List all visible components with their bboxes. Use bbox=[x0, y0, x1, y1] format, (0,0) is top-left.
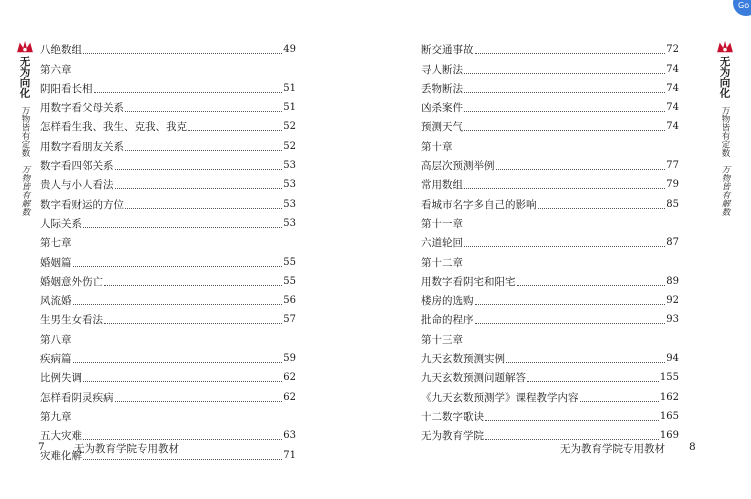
toc-entry[interactable] bbox=[40, 212, 296, 231]
toc-entry-page: 63 bbox=[283, 430, 296, 442]
footer-text: 无为教育学院专用教材 bbox=[74, 443, 179, 455]
toc-entry-page: 49 bbox=[283, 44, 296, 56]
toc-entry[interactable] bbox=[421, 347, 679, 366]
toc-entry-page: 162 bbox=[659, 391, 679, 403]
toc-entry[interactable] bbox=[40, 270, 296, 289]
toc-entry-page: 71 bbox=[283, 449, 296, 461]
brand-name: 无为向化 bbox=[718, 56, 731, 98]
toc-leader-dots bbox=[115, 400, 283, 402]
toc-entry-title: 婚姻意外伤亡 bbox=[40, 275, 103, 288]
toc-leader-dots bbox=[83, 458, 282, 460]
chapter-heading[interactable] bbox=[40, 57, 296, 76]
toc-entry-title: 第十章 bbox=[421, 140, 453, 153]
toc-entry[interactable] bbox=[40, 154, 296, 173]
toc-entry[interactable] bbox=[421, 96, 679, 115]
right-page bbox=[376, 0, 751, 499]
toc-entry-page: 87 bbox=[666, 237, 679, 249]
toc-leader-dots bbox=[464, 187, 665, 189]
toc-entry[interactable] bbox=[40, 366, 296, 385]
side-brand bbox=[714, 40, 736, 216]
toc-leader-dots bbox=[73, 361, 283, 363]
page-number: 8 bbox=[689, 441, 696, 453]
toc-leader-dots bbox=[188, 129, 282, 131]
toc-list-right bbox=[421, 38, 679, 443]
toc-leader-dots bbox=[83, 52, 282, 54]
toc-entry-title: 高层次预测举例 bbox=[421, 160, 495, 173]
toc-entry-page: 155 bbox=[659, 372, 679, 384]
toc-entry[interactable] bbox=[421, 57, 679, 76]
toc-entry-title: 贵人与小人看法 bbox=[40, 179, 114, 192]
toc-leader-dots bbox=[464, 110, 665, 112]
toc-entry-page: 62 bbox=[283, 391, 296, 403]
toc-leader-dots bbox=[104, 284, 282, 286]
toc-leader-dots bbox=[125, 149, 282, 151]
toc-leader-dots bbox=[94, 91, 283, 93]
toc-entry-title: 用数字看父母关系 bbox=[40, 102, 124, 115]
toc-entry-title: 数字看四邻关系 bbox=[40, 160, 114, 173]
toc-entry-title: 用数字看阴宅和阳宅 bbox=[421, 275, 516, 288]
toc-entry-page: 74 bbox=[666, 102, 679, 114]
toc-entry[interactable] bbox=[421, 270, 679, 289]
toc-leader-dots bbox=[580, 400, 659, 402]
toc-leader-dots bbox=[527, 380, 659, 382]
chapter-heading[interactable] bbox=[40, 405, 296, 424]
chapter-heading[interactable] bbox=[421, 327, 679, 346]
toc-entry[interactable] bbox=[40, 96, 296, 115]
toc-entry[interactable] bbox=[40, 347, 296, 366]
footer-text: 无为教育学院专用教材 bbox=[560, 443, 665, 455]
toc-entry-title: 第六章 bbox=[40, 63, 72, 76]
toc-leader-dots bbox=[73, 303, 283, 305]
toc-entry-page: 52 bbox=[283, 121, 296, 133]
toc-leader-dots bbox=[475, 303, 666, 305]
toc-entry-title: 风流婚 bbox=[40, 295, 72, 308]
toc-entry-page: 53 bbox=[283, 217, 296, 229]
toc-entry[interactable] bbox=[40, 134, 296, 153]
toc-entry-title: 第七章 bbox=[40, 237, 72, 250]
toc-entry-page: 55 bbox=[283, 256, 296, 268]
toc-leader-dots bbox=[464, 72, 665, 74]
toc-entry-page: 53 bbox=[283, 198, 296, 210]
toc-leader-dots bbox=[464, 245, 665, 247]
toc-entry-title: 凶杀案件 bbox=[421, 102, 463, 115]
toc-entry-title: 数字看财运的方位 bbox=[40, 198, 124, 211]
toc-entry[interactable] bbox=[421, 366, 679, 385]
corner-badge-label: Go bbox=[738, 1, 750, 10]
brand-motto: 万物皆有定数 bbox=[20, 106, 30, 157]
brand-motto: 万物皆有定数 bbox=[720, 106, 730, 157]
logo-icon bbox=[716, 40, 734, 54]
page-number: 7 bbox=[38, 441, 45, 453]
toc-entry-page: 55 bbox=[283, 275, 296, 287]
toc-entry-title: 无为教育学院 bbox=[421, 430, 484, 443]
toc-entry[interactable] bbox=[421, 115, 679, 134]
chapter-heading[interactable] bbox=[40, 327, 296, 346]
toc-entry[interactable] bbox=[40, 173, 296, 192]
toc-entry-title: 用数字看朋友关系 bbox=[40, 140, 124, 153]
toc-entry[interactable] bbox=[40, 289, 296, 308]
toc-entry[interactable] bbox=[40, 115, 296, 134]
toc-entry-title: 六道轮回 bbox=[421, 237, 463, 250]
toc-entry[interactable] bbox=[421, 173, 679, 192]
toc-leader-dots bbox=[83, 226, 282, 228]
toc-entry-title: 第十三章 bbox=[421, 333, 463, 346]
toc-entry-page: 74 bbox=[666, 82, 679, 94]
toc-entry-title: 第十二章 bbox=[421, 256, 463, 269]
toc-entry-title: 九天玄数预测实例 bbox=[421, 353, 505, 366]
toc-entry[interactable] bbox=[421, 154, 679, 173]
toc-entry-title: 《九天玄数预测学》课程教学内容 bbox=[421, 391, 579, 404]
toc-leader-dots bbox=[496, 168, 666, 170]
toc-entry-page: 74 bbox=[666, 63, 679, 75]
toc-entry-title: 人际关系 bbox=[40, 217, 82, 230]
chapter-heading[interactable] bbox=[40, 231, 296, 250]
toc-entry[interactable] bbox=[421, 38, 679, 57]
toc-leader-dots bbox=[125, 110, 282, 112]
toc-leader-dots bbox=[475, 322, 666, 324]
toc-leader-dots bbox=[115, 168, 283, 170]
toc-entry[interactable] bbox=[40, 77, 296, 96]
toc-entry-page: 85 bbox=[666, 198, 679, 210]
toc-entry-title: 预测天气 bbox=[421, 121, 463, 134]
toc-entry-title: 批命的程序 bbox=[421, 314, 474, 327]
toc-entry-page: 53 bbox=[283, 179, 296, 191]
toc-entry-title: 阴阳看长相 bbox=[40, 82, 93, 95]
toc-entry-title: 怎样看阴灵疾病 bbox=[40, 391, 114, 404]
toc-entry-page: 74 bbox=[666, 121, 679, 133]
brand-motto-2: 万物皆有解数 bbox=[20, 165, 30, 216]
toc-entry[interactable] bbox=[421, 231, 679, 250]
chapter-heading[interactable] bbox=[421, 134, 679, 153]
toc-entry-page: 89 bbox=[666, 275, 679, 287]
toc-entry-page: 94 bbox=[666, 353, 679, 365]
toc-entry-title: 婚姻篇 bbox=[40, 256, 72, 269]
toc-entry-title: 比例失调 bbox=[40, 372, 82, 385]
toc-leader-dots bbox=[125, 207, 282, 209]
toc-entry[interactable] bbox=[40, 308, 296, 327]
toc-entry-title: 疾病篇 bbox=[40, 353, 72, 366]
toc-entry-page: 51 bbox=[283, 82, 296, 94]
toc-entry-page: 93 bbox=[666, 314, 679, 326]
toc-entry-page: 53 bbox=[283, 160, 296, 172]
toc-leader-dots bbox=[517, 284, 666, 286]
toc-entry-page: 57 bbox=[283, 314, 296, 326]
toc-entry[interactable] bbox=[40, 192, 296, 211]
toc-entry[interactable] bbox=[40, 250, 296, 269]
chapter-heading[interactable] bbox=[421, 212, 679, 231]
toc-entry-title: 断交通事故 bbox=[421, 44, 474, 57]
toc-entry-title: 怎样看生我、我生、克我、我克 bbox=[40, 121, 187, 134]
toc-entry-page: 56 bbox=[283, 295, 296, 307]
chapter-heading[interactable] bbox=[421, 250, 679, 269]
toc-entry[interactable] bbox=[40, 385, 296, 404]
toc-entry[interactable] bbox=[421, 77, 679, 96]
toc-leader-dots bbox=[485, 419, 659, 421]
toc-entry-title: 寻人断法 bbox=[421, 63, 463, 76]
toc-entry-title: 第九章 bbox=[40, 410, 72, 423]
toc-entry[interactable] bbox=[421, 385, 679, 404]
toc-entry[interactable] bbox=[421, 405, 679, 424]
toc-leader-dots bbox=[506, 361, 665, 363]
toc-entry[interactable] bbox=[40, 38, 296, 57]
toc-entry-title: 十二数字歌诀 bbox=[421, 410, 484, 423]
toc-entry-title: 生男生女看法 bbox=[40, 314, 103, 327]
brand-motto-2: 万物皆有解数 bbox=[720, 165, 730, 216]
toc-entry-title: 第十一章 bbox=[421, 217, 463, 230]
logo-icon bbox=[16, 40, 34, 54]
toc-leader-dots bbox=[475, 52, 666, 54]
toc-leader-dots bbox=[464, 129, 665, 131]
toc-entry-page: 59 bbox=[283, 353, 296, 365]
toc-entry-page: 92 bbox=[666, 295, 679, 307]
toc-entry-title: 看城市名字多自己的影响 bbox=[421, 198, 537, 211]
toc-leader-dots bbox=[83, 438, 282, 440]
toc-list-left bbox=[40, 38, 296, 463]
toc-entry-page: 169 bbox=[659, 430, 679, 442]
toc-entry-page: 51 bbox=[283, 102, 296, 114]
toc-entry-title: 楼房的选购 bbox=[421, 295, 474, 308]
toc-leader-dots bbox=[464, 91, 665, 93]
toc-entry-page: 79 bbox=[666, 179, 679, 191]
toc-entry-page: 77 bbox=[666, 160, 679, 172]
toc-entry-page: 72 bbox=[666, 44, 679, 56]
toc-entry-title: 九天玄数预测问题解答 bbox=[421, 372, 526, 385]
toc-entry[interactable] bbox=[421, 289, 679, 308]
toc-leader-dots bbox=[73, 265, 283, 267]
toc-entry-title: 第八章 bbox=[40, 333, 72, 346]
toc-leader-dots bbox=[83, 380, 282, 382]
left-page bbox=[0, 0, 375, 499]
toc-entry-title: 五大灾难 bbox=[40, 430, 82, 443]
toc-leader-dots bbox=[538, 207, 666, 209]
toc-entry-title: 常用数组 bbox=[421, 179, 463, 192]
toc-entry-title: 八绝数组 bbox=[40, 44, 82, 57]
toc-entry-title: 灾难化解 bbox=[40, 449, 82, 462]
toc-entry-page: 165 bbox=[659, 410, 679, 422]
toc-entry-title: 丢物断法 bbox=[421, 82, 463, 95]
toc-leader-dots bbox=[115, 187, 283, 189]
toc-leader-dots bbox=[104, 322, 282, 324]
toc-entry[interactable] bbox=[421, 192, 679, 211]
side-brand bbox=[14, 40, 36, 216]
toc-entry-page: 62 bbox=[283, 372, 296, 384]
toc-leader-dots bbox=[485, 438, 659, 440]
toc-entry-page: 52 bbox=[283, 140, 296, 152]
toc-entry[interactable] bbox=[421, 308, 679, 327]
brand-name: 无为向化 bbox=[18, 56, 31, 98]
